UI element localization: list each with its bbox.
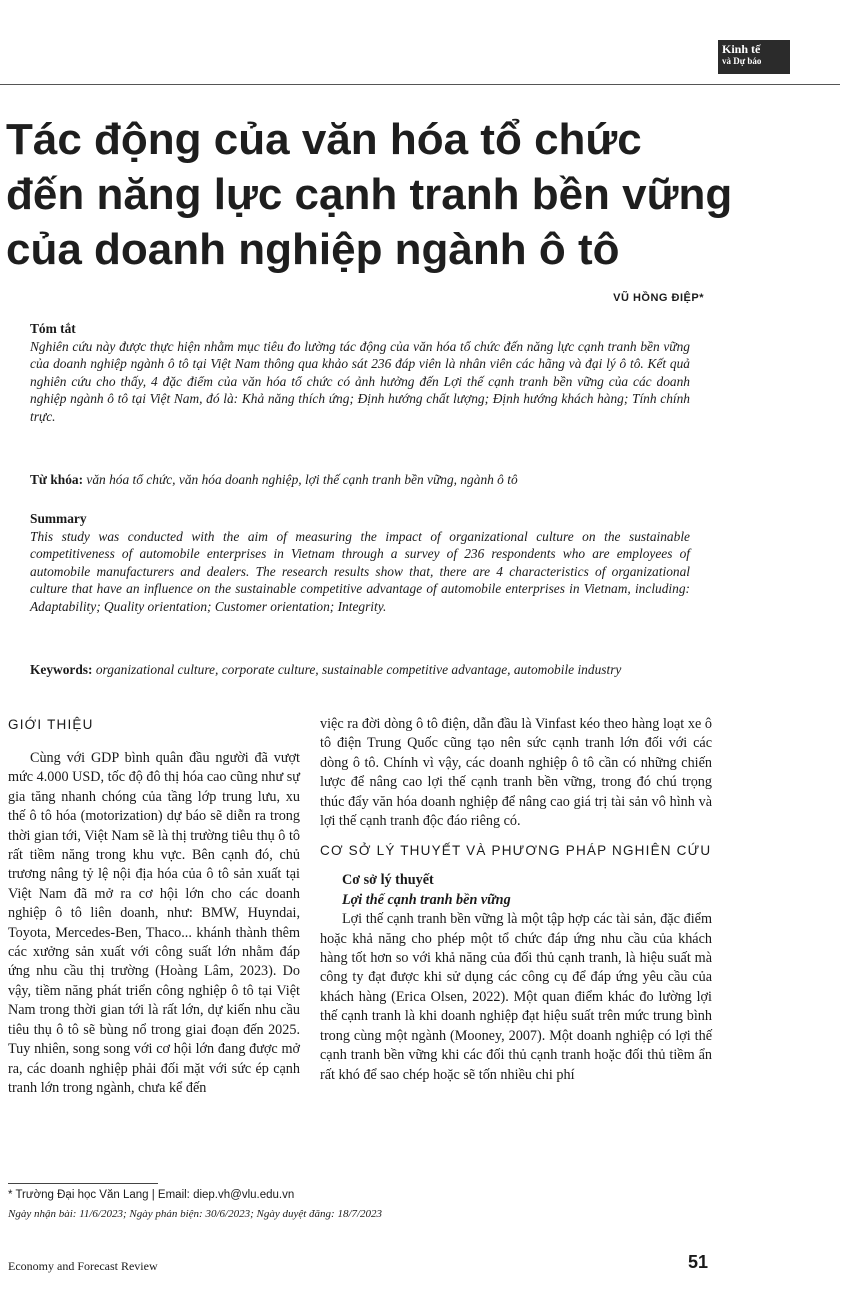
abstract-en-heading: Summary: [30, 511, 87, 526]
logo-line-1: Kinh tế: [722, 42, 761, 56]
title-line-3: của doanh nghiệp ngành ô tô: [6, 225, 620, 274]
page-number: 51: [688, 1252, 709, 1272]
author-affiliation: * Trường Đại học Văn Lang | Email: diep.vh@vlu.edu.vn: [8, 1189, 295, 1201]
abstract-vi: [30, 320, 690, 426]
footnote-rule: [8, 1183, 158, 1184]
keywords-vi-label: Từ khóa:: [30, 472, 84, 487]
title-line-2: đến năng lực cạnh tranh bền vững: [6, 170, 733, 219]
section-theory-method: CƠ SỞ LÝ THUYẾT VÀ PHƯƠNG PHÁP NGHIÊN CỨU: [320, 843, 712, 859]
intro-paragraph-continued: việc ra đời dòng ô tô điện, dẫn đầu là Vinfast kéo theo hàng loạt xe ô tô điện Trung Quốc cũng tạo nên sức cạnh tranh lớn đối với các dòng ô tô. Chính vì vậy, các doanh nghiệp ô tô cần có những chiến lược để nâng cao lợi thế cạnh tranh bền vững, trong đó chú trọng thúc đẩy văn hóa doanh nghiệp để nâng cao giá trị tài sản vô hình và lợi thế cạnh tranh độc đáo riêng có.: [320, 716, 712, 830]
section-introduction: GIỚI THIỆU: [8, 717, 94, 732]
abstract-en: [30, 510, 690, 616]
keywords-en-label: Keywords:: [30, 662, 93, 677]
sca-paragraph: Lợi thế cạnh tranh bền vững là một tập hợp các tài sản, đặc điểm hoặc khả năng cho phép một tổ chức đáp ứng nhu cầu của khách hàng tốt hơn so với khả năng của đối thủ cạnh tranh, là hiệu suất mà công ty đạt được khi sử dụng các công cụ để đáp ứng yêu cầu của khách hàng (Erica Olsen, 2022). Một quan điểm khác đo lường lợi thế cạnh tranh là khi doanh nghiệp đạt hiệu suất trên mức trung bình trong cùng một ngành (Mooney, 2007). Một doanh nghiệp có lợi thế cạnh tranh bền vững khi các đối thủ cạnh tranh hoặc đối thủ tiềm ẩn rất khó để sao chép hoặc sẽ tốn nhiều chi phí: [320, 911, 712, 1083]
submission-dates: Ngày nhận bài: 11/6/2023; Ngày phản biện: 30/6/2023; Ngày duyệt đăng: 18/7/2023: [8, 1208, 383, 1220]
subheading-theory: Cơ sở lý thuyết: [342, 872, 434, 889]
abstract-en-text: This study was conducted with the aim of measuring the impact of organizational culture on the sustainable competitiveness of automobile enterprises in Vietnam through a survey of 236 respondents who are employees of automobile manufacturers and dealers. The research results show that, there are 4 characteristics of organizational culture that have an influence on the sustainable competitive advantage of automobile enterprises in Vietnam, including: Adaptability; Quality orientation; Customer orientation; Integrity.: [30, 528, 690, 614]
logo-line-2: và Dự báo: [722, 56, 762, 66]
abstract-vi-heading: Tóm tắt: [30, 321, 76, 336]
intro-paragraph: Cùng với GDP bình quân đầu người đã vượt mức 4.000 USD, tốc độ đô thị hóa cao cũng như sự gia tăng nhanh chóng của tầng lớp trung lưu, xu thế ô tô hóa (motorization) dự báo sẽ diễn ra trong thời gian tới, Việt Nam sẽ là thị trường tiêu thụ ô tô rất tiềm năng trong khu vực. Bên cạnh đó, chủ trương nâng tỷ lệ nội địa hóa của ô tô sản xuất tại Việt Nam đã mở ra cơ hội lớn cho các doanh nghiệp ô tô liên doanh, như: BMW, Huyndai, Toyota, Mercedes-Ben, Thaco... khánh thành thêm các xưởng sản xuất với công suất lớn nhằm đáp ứng nhu cầu thị trường (Hoàng Lâm, 2023). Do vậy, tiềm năng phát triển công nghiệp ô tô tại Việt Nam trong thời gian tới là rất lớn, dự kiến nhu cầu tiêu thụ ô tô sẽ bùng nổ trong giai đoạn đến 2025. Tuy nhiên, song song với cơ hội lớn đang được mở ra, các doanh nghiệp phải đối mặt với sức ép cạnh tranh lớn trong ngành, chưa kể đến: [8, 750, 300, 1096]
keywords-vi: [30, 471, 690, 489]
subheading-sca: Lợi thế cạnh tranh bền vững: [342, 891, 511, 908]
journal-name: Economy and Forecast Review: [8, 1259, 158, 1273]
article-title: [6, 112, 746, 277]
header-rule: [0, 84, 840, 85]
keywords-en: [30, 661, 690, 679]
title-line-1: Tác động của văn hóa tổ chức: [6, 115, 642, 164]
right-column: [320, 715, 712, 1085]
author: VŨ HỒNG ĐIỆP*: [613, 292, 704, 304]
left-column: [8, 715, 300, 1098]
journal-logo: [718, 40, 790, 74]
keywords-vi-text: văn hóa tổ chức, văn hóa doanh nghiệp, lợi thế cạnh tranh bền vững, ngành ô tô: [86, 472, 518, 487]
abstract-vi-text: Nghiên cứu này được thực hiện nhằm mục tiêu đo lường tác động của văn hóa tổ chức đến năng lực cạnh tranh bền vững của doanh nghiệp ngành ô tô tại Việt Nam thông qua khảo sát 236 đáp viên là nhân viên các hãng và đại lý ô tô. Kết quả nghiên cứu cho thấy, 4 đặc điểm của văn hóa tổ chức có ảnh hưởng đến Lợi thế cạnh tranh bền vững của các doanh nghiệp ngành ô tô tại Việt Nam, đó là: Khả năng thích ứng; Định hướng chất lượng; Định hướng khách hàng; Tính chính trực.: [30, 338, 690, 424]
keywords-en-text: organizational culture, corporate culture, sustainable competitive advantage, automobile industry: [95, 662, 622, 677]
